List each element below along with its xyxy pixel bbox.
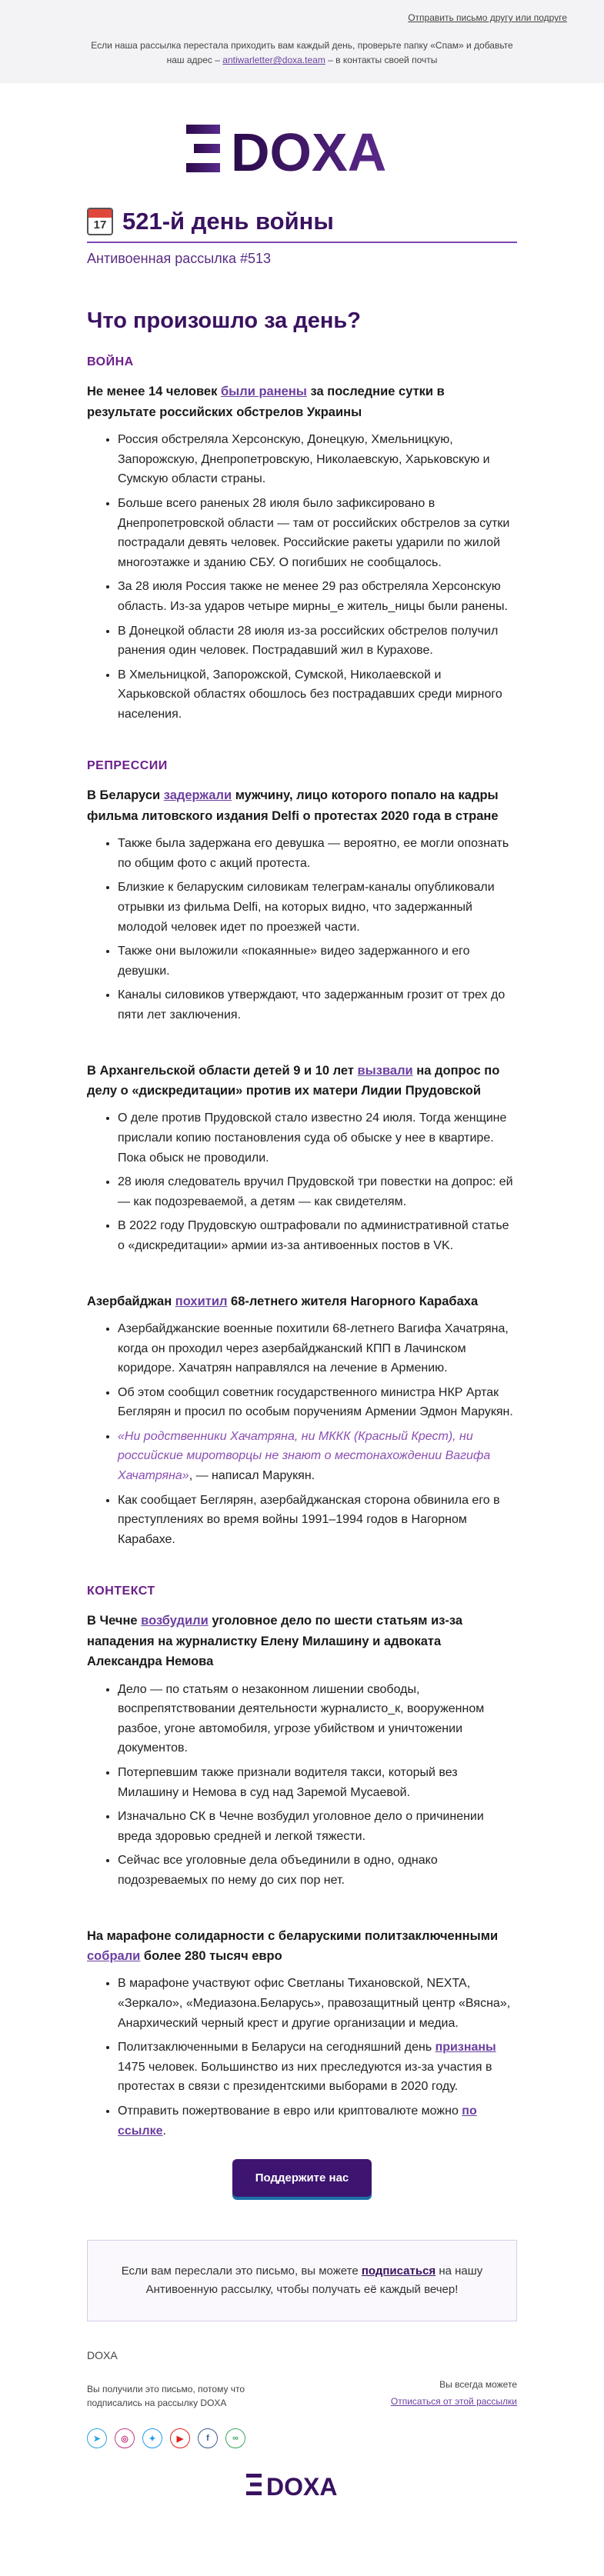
list-item: • Как сообщает Беглярян, азербайджанская сторона обвинила его в преступлениях во время войны 1991–1994 годов в Нагорном Карабахе. bbox=[118, 1491, 517, 1550]
cta-row bbox=[87, 2159, 517, 2197]
list-item: • Изначально СК в Чечне возбудил уголовное дело о причинении вреда здоровью средней и легкой тяжести. bbox=[118, 1807, 517, 1846]
notice-text-pre: Если наша рассылка перестала приходить вам каждый день, проверьте папку «Спам» и добавьте наш адрес – bbox=[91, 40, 513, 66]
repressions-story2-bullets bbox=[87, 1108, 517, 1255]
forward-link[interactable]: Отправить письмо другу или подруге bbox=[408, 12, 567, 23]
unsubscribe-link[interactable]: Отписаться от этой рассылки bbox=[390, 2395, 517, 2407]
list-item: • Об этом сообщил советник государственного министра НКР Артак Беглярян и просил по особым поручениям Армении Эдмон Марукян. bbox=[118, 1383, 517, 1422]
repressions-story1-link[interactable]: задержали bbox=[163, 788, 232, 803]
footer-right bbox=[391, 2377, 517, 2410]
forward-row bbox=[37, 12, 567, 23]
list-item: • Отправить пожертвование в евро или криптовалюте можно по ссылке. bbox=[118, 2101, 517, 2141]
footer-doxa-logo[interactable] bbox=[245, 2471, 360, 2498]
repressions-story2-link[interactable]: вызвали bbox=[357, 1063, 413, 1078]
repressions-story3-link[interactable]: похитил bbox=[175, 1294, 228, 1308]
list-item: • Сейчас все уголовные дела объединили в одно, однако подозреваемых по нему до сих пор нет. bbox=[118, 1851, 517, 1890]
category-context: КОНТЕКСТ bbox=[87, 1585, 155, 1598]
youtube-icon[interactable]: ▶ bbox=[170, 2428, 190, 2448]
repressions-story1-bullets bbox=[87, 834, 517, 1025]
list-item: • Потерпевшим также признали водителя такси, который вез Милашину и Немова в суд над Заремой Мусаевой. bbox=[118, 1763, 517, 1802]
list-item: • Каналы силовиков утверждают, что задержанным грозит от трех до пяти лет заключения. bbox=[118, 985, 517, 1025]
logo-row bbox=[87, 83, 517, 208]
footer-brand: DOXA bbox=[87, 2349, 118, 2362]
day-title: 521-й день войны bbox=[122, 208, 334, 235]
list-item: • В Хмельницкой, Запорожской, Сумской, Николаевской и Харьковской областях обошлось без пострадавших среди мирного населения. bbox=[118, 665, 517, 725]
facebook-icon[interactable]: f bbox=[198, 2428, 218, 2448]
context-story1-title: В Чечне возбудили уголовное дело по шести статьям из-за нападения на журналистку Елену Милашину и адвоката Александра Немова bbox=[87, 1614, 463, 1669]
instagram-icon[interactable]: ◎ bbox=[115, 2428, 135, 2448]
footer bbox=[0, 2321, 604, 2528]
recognized-link[interactable]: признаны bbox=[435, 2041, 496, 2054]
war-bullets bbox=[87, 430, 517, 724]
notice-email-link[interactable]: antiwarletter@doxa.team bbox=[222, 55, 325, 66]
footer-row bbox=[87, 2377, 517, 2410]
category-war: ВОЙНА bbox=[87, 355, 134, 369]
war-story-title: Не менее 14 человек были ранены за последние сутки в результате российских обстрелов Украины bbox=[87, 385, 445, 419]
repressions-story1-title: В Беларуси задержали мужчину, лицо которого попало на кадры фильма литовского издания Delfi о протестах 2020 года в стране bbox=[87, 788, 499, 823]
footer-logo-row bbox=[87, 2471, 517, 2498]
logo-text: DOXA bbox=[230, 122, 386, 178]
war-story-link[interactable]: были ранены bbox=[220, 385, 307, 399]
link-icon[interactable]: ∞ bbox=[225, 2428, 245, 2448]
newsletter-subtitle: Антивоенная рассылка #513 bbox=[87, 251, 272, 267]
content-wrapper bbox=[0, 83, 604, 2321]
support-button[interactable]: Поддержите нас bbox=[232, 2159, 372, 2197]
top-bar bbox=[0, 0, 604, 83]
spam-notice bbox=[87, 38, 518, 68]
list-item: • О деле против Прудовской стало известно 24 июля. Тогда женщине прислали копию постановления суда об обыске у нее в квартире. Пока обыск не проводили. bbox=[118, 1108, 517, 1168]
calendar-icon: 17 bbox=[87, 208, 113, 235]
footer-logo-text: DOXA bbox=[265, 2473, 337, 2498]
list-item: • Россия обстреляла Херсонскую, Донецкую, Хмельницкую, Запорожскую, Днепропетровскую, Николаевскую, Харьковскую и Сумскую области страны. bbox=[118, 430, 517, 489]
telegram-icon[interactable]: ➤ bbox=[87, 2428, 107, 2448]
notice-text-post: – в контакты своей почты bbox=[325, 55, 438, 66]
list-item: • 28 июля следователь вручил Прудовской три повестки на допрос: ей — как подозреваемой, а детям — как свидетелям. bbox=[118, 1172, 517, 1211]
context-story1-link[interactable]: возбудили bbox=[141, 1614, 209, 1628]
list-item: • Также была задержана его девушка — вероятно, ее могли опознать по общим фото с акций протеста. bbox=[118, 834, 517, 873]
category-repressions: РЕПРЕССИИ bbox=[87, 759, 168, 773]
subscribe-link[interactable]: подписаться bbox=[361, 2264, 436, 2278]
list-item: • В Донецкой области 28 июля из-за российских обстрелов получил ранения один человек. Пострадавший жил в Курахове. bbox=[118, 622, 517, 661]
twitter-icon[interactable]: ✦ bbox=[142, 2428, 162, 2448]
social-icons bbox=[87, 2428, 517, 2448]
context-story2-bullets bbox=[87, 1974, 517, 2141]
context-story2-link[interactable]: собрали bbox=[87, 1948, 141, 1963]
context-story1-bullets bbox=[87, 1680, 517, 1891]
doxa-logo[interactable] bbox=[183, 120, 422, 177]
section-title: Что произошло за день? bbox=[87, 308, 361, 334]
list-item: • «Ни родственники Хачатряна, ни МККК (Красный Крест), ни российские миротворцы не знают о местонахождении Вагифа Хачатряна», — написал Марукян. bbox=[118, 1427, 517, 1486]
list-item: • Близкие к беларуским силовикам телеграм-каналы опубликовали отрывки из фильма Delfi, на которых видно, что задержанный молодой человек идет по проезжей части. bbox=[118, 878, 517, 937]
repressions-story3-title: Азербайджан похитил 68-летнего жителя Нагорного Карабаха bbox=[87, 1294, 479, 1308]
subscribe-note: Если вам переслали это письмо, вы можете подписаться на нашу Антивоенную рассылку, чтобы получать её каждый вечер! bbox=[87, 2240, 517, 2321]
repressions-story2-title: В Архангельской области детей 9 и 10 лет вызвали на допрос по делу о «дискредитации» против их матери Лидии Прудовской bbox=[87, 1063, 500, 1098]
list-item: • В 2022 году Прудовскую оштрафовали по административной статье о «дискредитации» армии из-за антивоенных постов в VK. bbox=[118, 1216, 517, 1255]
list-item: • Больше всего раненых 28 июля было зафиксировано в Днепропетровской области — там от российских обстрелов за сутки пострадали девять человек. Российские ракеты ударили по жилой многоэтажке и зданию СБУ. О погибших не сообщалось. bbox=[118, 494, 517, 572]
repressions-story3-bullets bbox=[87, 1319, 517, 1550]
context-story2-title: На марафоне солидарности с беларускими политзаключенными собрали более 280 тысяч евро bbox=[87, 1928, 499, 1963]
list-item: • За 28 июля Россия также не менее 29 раз обстреляла Херсонскую область. Из-за ударов четыре мирны_е житель_ницы были ранены. bbox=[118, 577, 517, 616]
always-can-text: Вы всегда можете bbox=[439, 2379, 517, 2391]
list-item: • Политзаключенными в Беларуси на сегодняшний день признаны 1475 человек. Большинство из них преследуются из-за участия в протестах в связи с президентскими выборами в 2020 году. bbox=[118, 2038, 517, 2097]
list-item: • Азербайджанские военные похитили 68-летнего Вагифа Хачатряна, когда он проходил через азербайджанский КПП в Лачинском коридоре. Хачатрян направлялся на лечение в Армению. bbox=[118, 1319, 517, 1378]
list-item: • Дело — по статьям о незаконном лишении свободы, воспрепятствовании деятельности журналисто_к, вооруженном разбое, угоне автомобиля, угрозе убийством и уничтожении документов. bbox=[118, 1680, 517, 1758]
footer-reason: Вы получили это письмо, потому что подписались на рассылку DOXA bbox=[87, 2384, 245, 2409]
day-title-row bbox=[87, 208, 517, 243]
list-item: • Также они выложили «покаянные» видео задержанного и его девушки. bbox=[118, 941, 517, 981]
donate-link[interactable]: по ссылке bbox=[118, 2104, 477, 2138]
quote-text: «Ни родственники Хачатряна, ни МККК (Красный Крест), ни российские миротворцы не знают о местонахождении Вагифа Хачатряна» bbox=[118, 1429, 491, 1483]
list-item: • В марафоне участвуют офис Светланы Тихановской, NEXTA, «Зеркало», «Медиазона.Беларусь», правозащитный центр «Вясна», Анархический черный крест и другие организации и медиа. bbox=[118, 1974, 517, 2033]
